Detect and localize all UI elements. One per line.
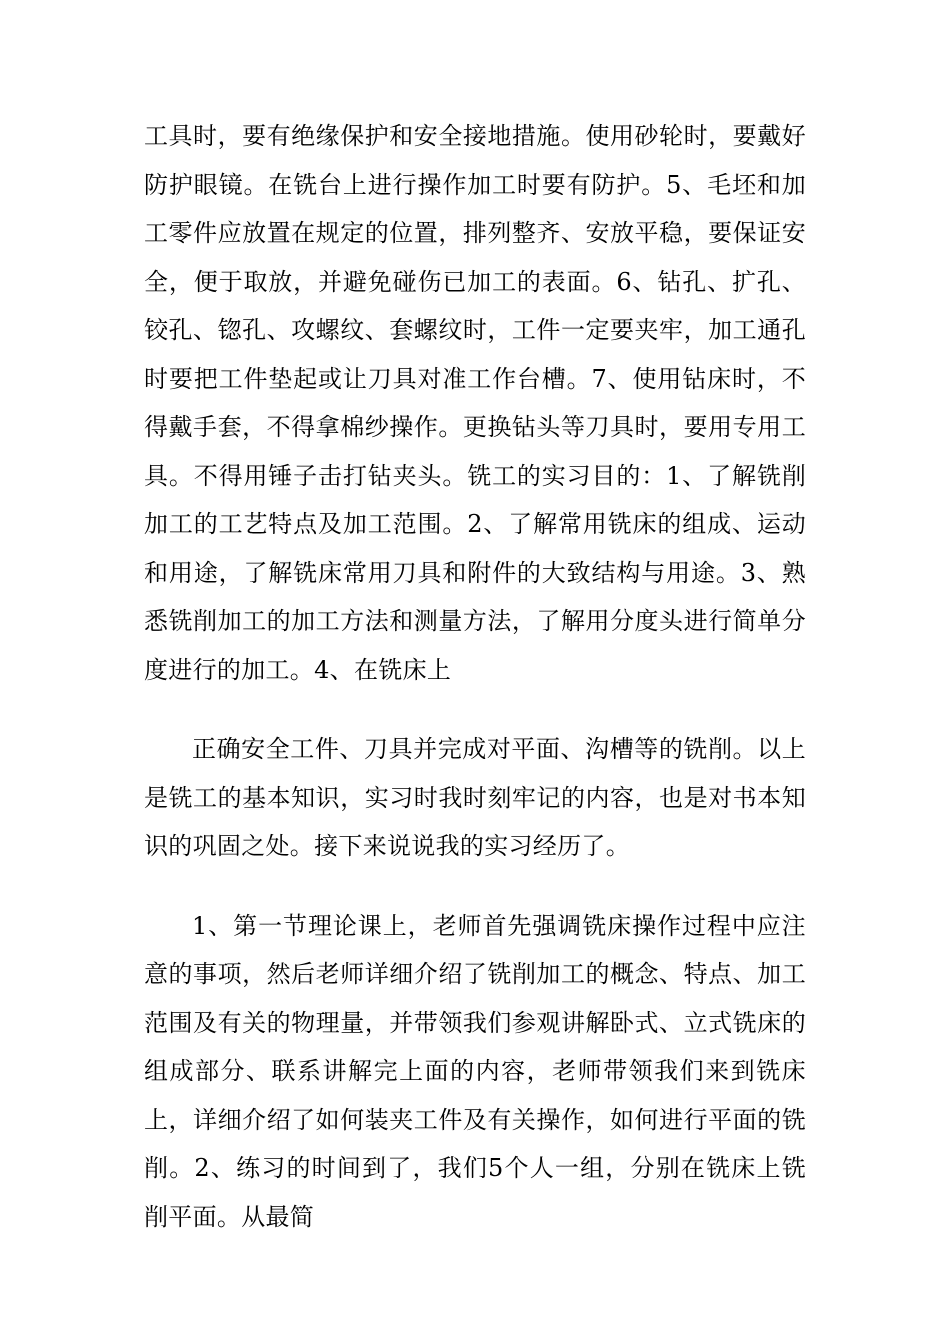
paragraph-gap [144,694,806,725]
paragraph-experience: 1、第一节理论课上，老师首先强调铣床操作过程中应注意的事项，然后老师详细介绍了铣削加工的概念、特点、加工范围及有关的物理量，并带领我们参观讲解卧式、立式铣床的组成部分、联系讲解完上面的内容，老师带领我们来到铣床上，详细介绍了如何装夹工件及有关操作，如何进行平面的铣削。2、练习的时间到了，我们5个人一组，分别在铣床上铣削平面。从最简 [144,911,806,1231]
paragraph-continued: 工具时，要有绝缘保护和安全接地措施。使用砂轮时，要戴好防护眼镜。在铣台上进行操作加工时要有防护。5、毛坯和加工零件应放置在规定的位置，排列整齐、安放平稳，要保证安全，便于取放，并避免碰伤已加工的表面。6、钻孔、扩孔、铰孔、锪孔、攻螺纹、套螺纹时，工件一定要夹牢，加工通孔时要把工件垫起或让刀具对准工作台槽。7、使用钻床时，不得戴手套，不得拿棉纱操作。更换钻头等刀具时，要用专用工具。不得用锤子击打钻夹头。铣工的实习目的：1、了解铣削加工的工艺特点及加工范围。2、了解常用铣床的组成、运动和用途，了解铣床常用刀具和附件的大致结构与用途。3、熟悉铣削加工的加工方法和测量方法，了解用分度头进行简单分度进行的加工。4、在铣床上 [144,122,806,684]
paragraph-summary: 正确安全工件、刀具并完成对平面、沟槽等的铣削。以上是铣工的基本知识，实习时我时刻牢记的内容，也是对书本知识的巩固之处。接下来说说我的实习经历了。 [144,735,806,860]
document-body [144,112,806,1241]
paragraph-gap [144,871,806,902]
